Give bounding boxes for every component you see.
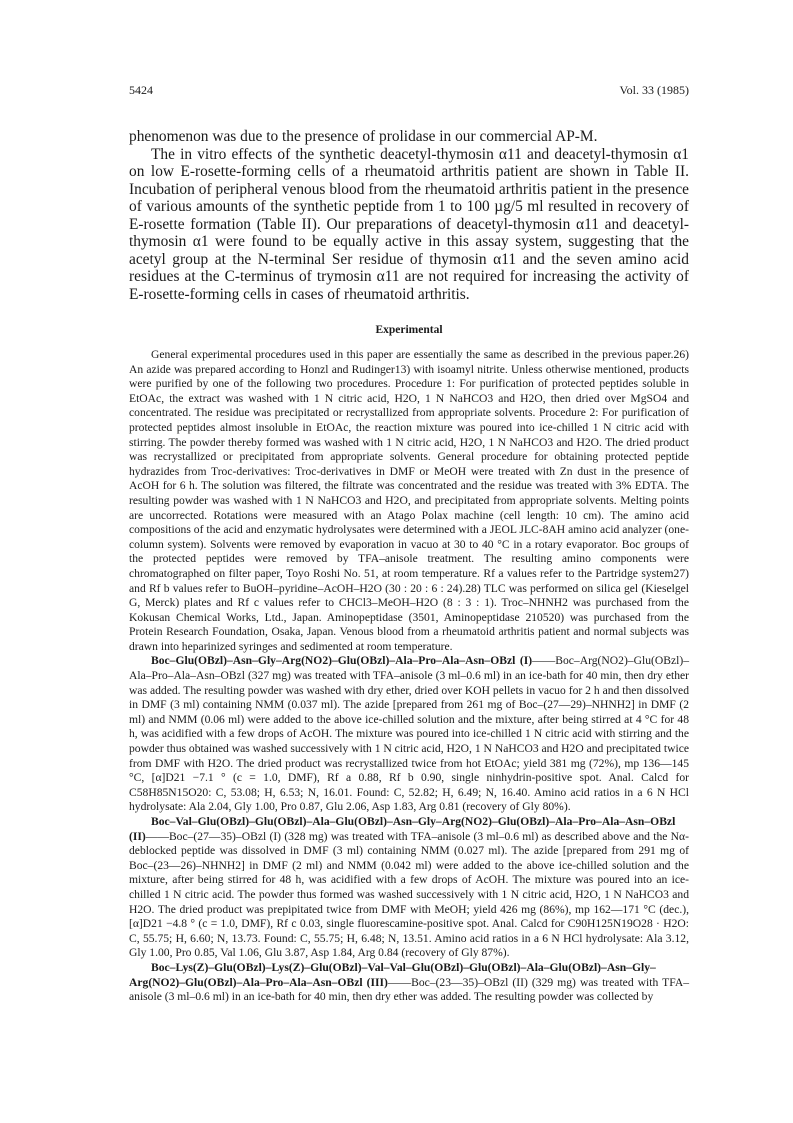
page-header [129,83,689,98]
compound-2-name: Boc–Val–Glu(OBzl)–Glu(OBzl)–Ala–Glu(OBzl)–Asn–Gly–Arg(NO2)–Glu(OBzl)–Ala–Pro–Ala–Asn–OBzl (II) [129,815,676,843]
compound-3-name: Boc–Lys(Z)–Glu(OBzl)–Lys(Z)–Glu(OBzl)–Val–Val–Glu(OBzl)–Glu(OBzl)–Ala–Glu(OBzl)–Asn–Gly–Arg(NO2)–Glu(OBzl)–Ala–Pro–Ala–Asn–OBzl (III) [129,960,656,989]
compound-2-procedure: ——Boc–(27—35)–OBzl (I) (328 mg) was treated with TFA–anisole (3 ml–0.6 ml) as described above and the Nα-deblocked peptide was dissolved in DMF (3 ml) containing NMM (0.027 ml). The azide [prepared from 291 mg of Boc–(23—26)–NHNH2] in DMF (2 ml) and NMM (0.042 ml) were added to the above ice-chilled solution and the mixture, after being stirred for 48 h, was acidified with a few drops of AcOH. The mixture was poured into an ice-chilled 1 N citric acid. The powder thus formed was washed successively with 1 N citric acid, H2O, 1 N NaHCO3 and H2O. The dried product was prepipitated twice from DMF with MeOH; yield 426 mg (86%), mp 162—171 °C (dec.), [α]D21 −4.8 ° (c = 1.0, DMF), Rf c 0.03, single fluorescamine-positive spot. Anal. Calcd for C90H125N19O28 · H2O: C, 55.75; H, 6.60; N, 13.73. Found: C, 55.75; H, 6.48; N, 13.51. Amino acid ratios in a 6 N HCl hydrolysate: Ala 3.12, Gly 1.00, Pro 0.85, Val 1.06, Glu 3.87, Asp 1.84, Arg 0.84 (recovery of Gly 87%). [129,829,689,960]
compound-3-procedure: ——Boc–(23—35)–OBzl (II) (329 mg) was treated with TFA–anisole (3 ml–0.6 ml) in an ice-bath for 40 min, then dry ether was added. The resulting powder was collected by [129,975,689,1004]
intro-paragraph-2: The in vitro effects of the synthetic deacetyl-thymosin α11 and deacetyl-thymosin α1 on low E-rosette-forming cells of a rheumatoid arthritis patient are shown in Table II. Incubation of peripheral venous blood from the rheumatoid arthritis patient in the presence of various amounts of the synthetic peptide from 1 to 100 µg/5 ml resulted in recovery of E-rosette formation (Table II). Our preparations of deacetyl-thymosin α11 and deacetyl-thymosin α1 were found to be equally active in this assay system, suggesting that the acetyl group at the N-terminal Ser residue of thymosin α11 and the seven amino acid residues at the C-terminus of trymosin α11 are not required for increasing the activity of E-rosette-forming cells in cases of rheumatoid arthritis. [129,145,689,303]
intro-text [129,128,689,303]
compound-1-paragraph [129,654,689,815]
compound-1-name: Boc–Glu(OBzl)–Asn–Gly–Arg(NO2)–Glu(OBzl)–Ala–Pro–Ala–Asn–OBzl (I) [151,654,533,668]
journal-volume: Vol. 33 (1985) [619,83,689,97]
compound-3-paragraph [129,961,689,1005]
section-heading-experimental: Experimental [375,324,443,336]
compound-2-paragraph [129,815,689,961]
general-procedures-paragraph: General experimental procedures used in this paper are essentially the same as described in the previous paper.26) An azide was prepared according to Honzl and Rudinger13) with isoamyl nitrite. Unless otherwise mentioned, products were purified by one of the following two procedures. Procedure 1: For purification of protected peptides soluble in EtOAc, the extract was washed with 1 N citric acid, H2O, 1 N NaHCO3 and H2O, then dried over MgSO4 and concentrated. The residue was precipitated or recrystallized from appropriate solvents. Procedure 2: For purification of protected peptides almost insoluble in EtOAc, the reaction mixture was poured into ice-chilled 1 N citric acid with stirring. The powder thereby formed was washed with 1 N citric acid, H2O, 1 N NaHCO3 and H2O. The dried product was recrystallized or precipitated from appropriate solvents. General procedure for obtaining protected peptide hydrazides from Troc-derivatives: Troc-derivatives in DMF or MeOH were treated with Zn dust in the presence of AcOH for 6 h. The solution was filtered, the filtrate was concentrated and the residue was treated with 3% EDTA. The resulting powder was washed with 1 N NaHCO3 and H2O, and precipitated from appropriate solvents. Melting points are uncorrected. Rotations were measured with an Atago Polax machine (cell length: 10 cm). The amino acid compositions of the acid and enzymatic hydrolysates were determined with a JEOL JLC-8AH amino acid analyzer (one-column system). Solvents were removed by evaporation in vacuo at 30 to 40 °C in a rotary evaporator. Boc groups of the protected peptides were removed by TFA–anisole treatment. The resulting amino components were chromatographed on filter paper, Toyo Roshi No. 51, at room temperature. Rf a values refer to the Partridge system27) and Rf b values refer to BuOH–pyridine–AcOH–H2O (30 : 20 : 6 : 24).28) TLC was performed on silica gel (Kieselgel G, Merck) plates and Rf c values refer to CHCl3–MeOH–H2O (8 : 3 : 1). Troc–NHNH2 was purchased from the Kokusan Chemical Works, Ltd., Japan. Aminopeptidase (3501, Aminopeptidase 210520) was purchased from the Protein Research Foundation, Osaka, Japan. Venous blood from a rheumatoid arthritis patient and normal subjects was drawn into heparinized syringes and sedimented at room temperature. [129,348,689,653]
page-number: 5424 [129,83,153,97]
compound-1-procedure: ——Boc–Arg(NO2)–Glu(OBzl)–Ala–Pro–Ala–Asn–OBzl (327 mg) was treated with TFA–anisole (3 ml–0.6 ml) in an ice-bath for 40 min, then dry ether was added. The resulting powder was washed with dry ether, dried over KOH pellets in vacuo for 2 h and then dissolved in DMF (3 ml) containing NMM (0.037 ml). The azide [prepared from 261 mg of Boc–(27—29)–NHNH2] in DMF (2 ml) and NMM (0.06 ml) were added to the above ice-chilled solution and the mixture, after being stirred at 4 °C for 48 h, was acidified with a few drops of AcOH. The mixture was poured into ice-chilled 1 N citric acid with stirring and the powder thus obtained was washed successively with 1 N citric acid, H2O, 1 N NaHCO3 and H2O and precipitated twice from DMF with H2O. The dried product was recrystallized twice from hot EtOAc; yield 381 mg (72%), mp 136—145 °C, [α]D21 −7.1 ° (c = 1.0, DMF), Rf a 0.88, Rf b 0.90, single ninhydrin-positive spot. Anal. Calcd for C58H85N15O20: C, 53.08; H, 6.53; N, 16.01. Found: C, 52.82; H, 6.49; N, 16.40. Amino acid ratios in a 6 N HCl hydrolysate: Ala 2.04, Gly 1.00, Pro 0.87, Glu 2.06, Asp 1.83, Arg 0.81 (recovery of Gly 80%). [129,654,689,814]
intro-paragraph-1: phenomenon was due to the presence of prolidase in our commercial AP-M. [129,128,598,145]
experimental-section [129,348,689,1005]
